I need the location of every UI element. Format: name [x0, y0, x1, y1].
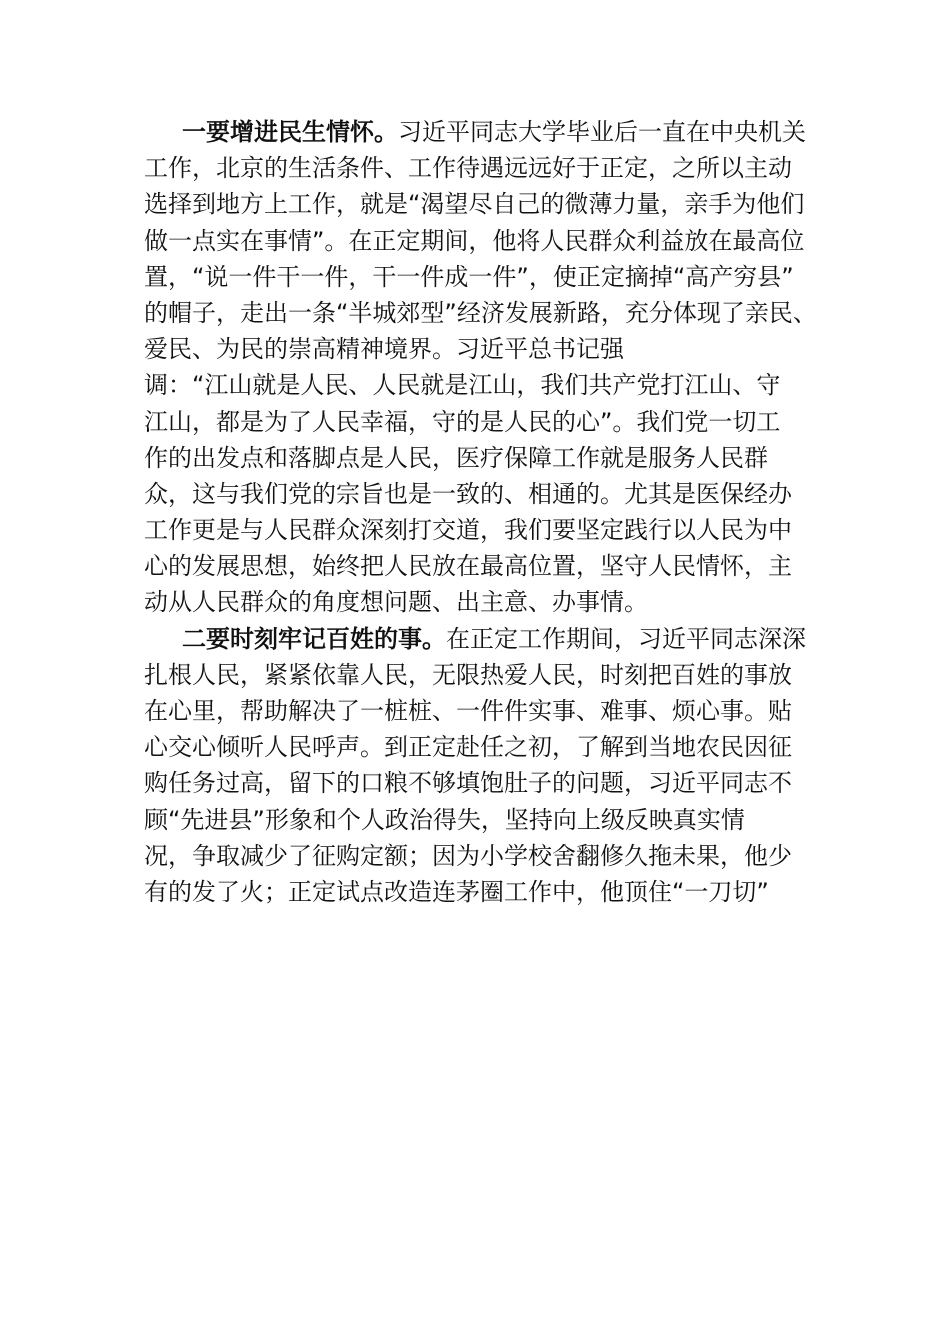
- text-line: [144, 621, 808, 657]
- text-line: 置，“说一件干一件，干一件成一件”，使正定摘掉“高产穷县”: [144, 262, 794, 291]
- text-line: 爱民、为民的崇高精神境界。习近平总书记强: [144, 335, 624, 364]
- text-line: 的帽子，走出一条“半城郊型”经济发展新路，充分体现了亲民、: [144, 298, 817, 327]
- text-line: 工作更是与人民群众深刻打交道，我们要坚定践行以人民为中: [144, 516, 792, 545]
- paragraph-2: [144, 621, 808, 911]
- text-line: 心的发展思想，始终把人民放在最高位置，坚守人民情怀，主: [144, 552, 792, 581]
- line-text: 在正定工作期间，习近平同志深深: [446, 624, 806, 653]
- line-text: 习近平同志大学毕业后一直在中央机关: [398, 118, 806, 146]
- text-line: 顾“先进县”形象和个人政治得失，坚持向上级反映真实情: [144, 805, 745, 834]
- text-line: 在心里，帮助解决了一桩桩、一件件实事、难事、烦心事。贴: [144, 697, 792, 725]
- text-line: 选择到地方上工作，就是“渴望尽自己的微薄力量，亲手为他们: [144, 190, 805, 219]
- text-line: 工作，北京的生活条件、工作待遇远远好于正定，之所以主动: [144, 154, 792, 183]
- text-line: 众，这与我们党的宗旨也是一致的、相通的。尤其是医保经办: [144, 479, 792, 508]
- text-line: 有的发了火；正定试点改造连茅圈工作中，他顶住“一刀切”: [144, 877, 769, 906]
- paragraph-heading: 二要时刻牢记百姓的事。: [182, 624, 446, 653]
- text-line: 动从人民群众的角度想问题、出主意、办事情。: [144, 588, 648, 617]
- text-line: 做一点实在事情”。在正定期间，他将人民群众利益放在最高位: [144, 226, 805, 255]
- paragraph-heading: 一要增进民生情怀。: [182, 118, 398, 146]
- paragraph-1: [144, 114, 817, 621]
- text-line: [144, 114, 808, 150]
- document-body: [144, 114, 817, 910]
- text-line: 扎根人民，紧紧依靠人民，无限热爱人民，时刻把百姓的事放: [144, 660, 792, 689]
- text-line: 作的出发点和落脚点是人民，医疗保障工作就是服务人民群: [144, 443, 768, 472]
- text-line: 心交心倾听人民呼声。到正定赴任之初，了解到当地农民因征: [144, 733, 792, 762]
- text-line: 调：“江山就是人民、人民就是江山，我们共产党打江山、守: [144, 371, 781, 400]
- text-line: 购任务过高，留下的口粮不够填饱肚子的问题，习近平同志不: [144, 769, 792, 798]
- text-line: 况，争取减少了征购定额；因为小学校舍翻修久拖未果，他少: [144, 841, 792, 870]
- text-line: 江山，都是为了人民幸福，守的是人民的心”。我们党一切工: [144, 407, 781, 436]
